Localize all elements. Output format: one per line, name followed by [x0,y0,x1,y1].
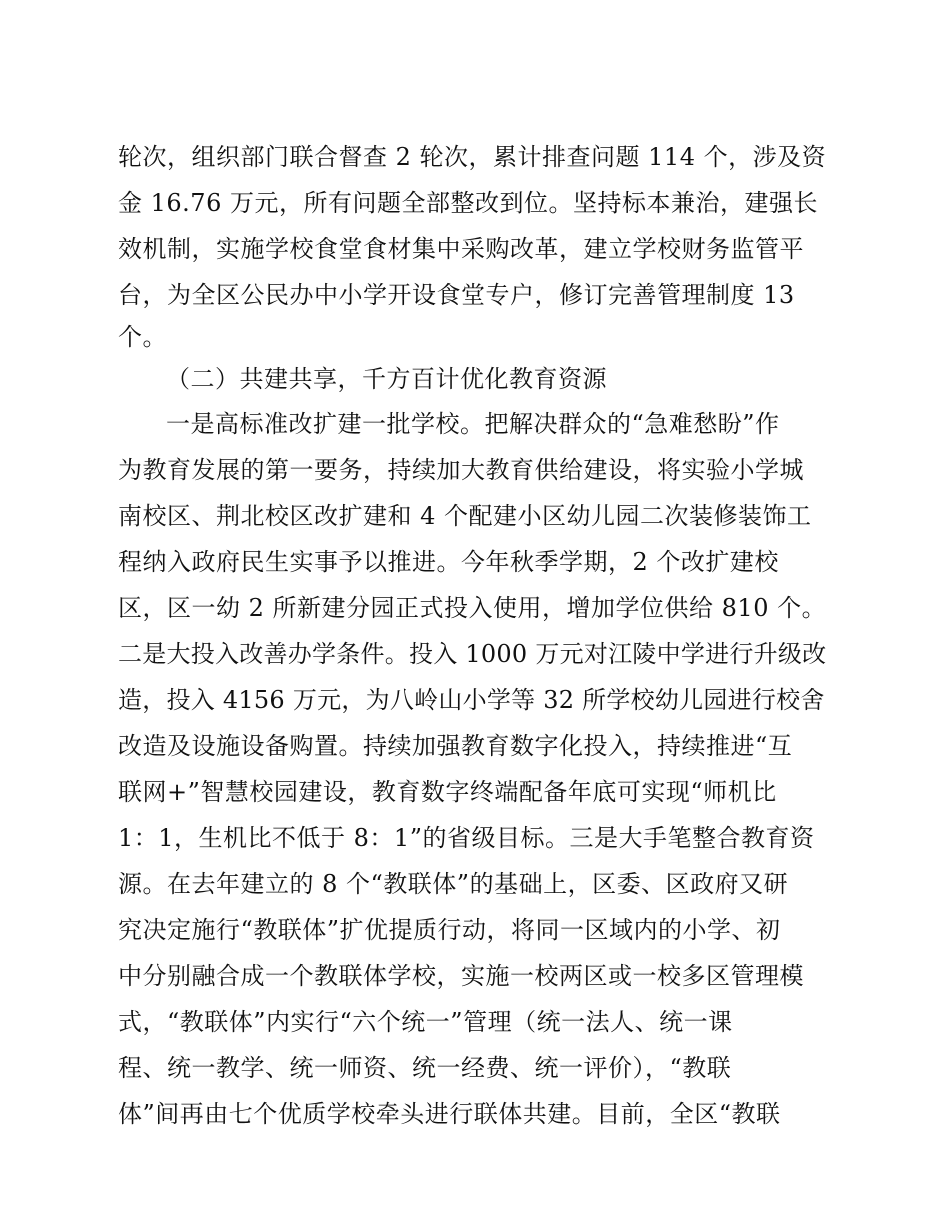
text-line: 二是大投入改善办学条件。投入 1000 万元对江陵中学进行升级改 [118,640,827,668]
text-line: 造，投入 4156 万元，为八岭山小学等 32 所学校幼儿园进行校舍 [118,686,825,714]
text-line: 南校区、荆北校区改扩建和 4 个配建小区幼儿园二次装修装饰工 [118,502,812,530]
text-line: 改造及设施设备购置。持续加强教育数字化投入，持续推进“互 [118,732,793,760]
text-line: 式，“教联体”内实行“六个统一”管理（统一法人、统一课 [118,1008,733,1036]
text-line: 程纳入政府民生实事予以推进。今年秋季学期，2 个改扩建校 [118,548,779,576]
text-line: 效机制，实施学校食堂食材集中采购改革，建立学校财务监管平 [118,235,804,263]
text-line: 为教育发展的第一要务，持续加大教育供给建设，将实验小学城 [118,456,804,484]
section-heading: （二）共建共享，千方百计优化教育资源 [166,365,607,393]
text-line: 源。在去年建立的 8 个“教联体”的基础上，区委、区政府又研 [118,870,789,898]
text-line: 程、统一教学、统一师资、统一经费、统一评价），“教联 [118,1054,732,1082]
text-line: 区，区一幼 2 所新建分园正式投入使用，增加学位供给 810 个。 [118,594,827,622]
text-line: 金 16.76 万元，所有问题全部整改到位。坚持标本兼治，建强长 [118,189,818,217]
text-line: 联网+”智慧校园建设，教育数字终端配备年底可实现“师机比 [118,778,777,806]
text-line: 轮次，组织部门联合督查 2 轮次，累计排查问题 114 个，涉及资 [118,143,827,171]
text-line: 体”间再由七个优质学校牵头进行联体共建。目前，全区“教联 [118,1100,781,1128]
text-line: 究决定施行“教联体”扩优提质行动，将同一区域内的小学、初 [118,916,781,944]
text-line: 中分别融合成一个教联体学校，实施一校两区或一校多区管理模 [118,962,804,990]
text-line: 一是高标准改扩建一批学校。把解决群众的“急难愁盼”作 [166,410,780,438]
text-line: 1：1，生机比不低于 8：1”的省级目标。三是大手笔整合教育资 [118,824,815,852]
text-line: 个。 [118,323,167,351]
text-line: 台，为全区公民办中小学开设食堂专户，修订完善管理制度 13 [118,281,795,309]
